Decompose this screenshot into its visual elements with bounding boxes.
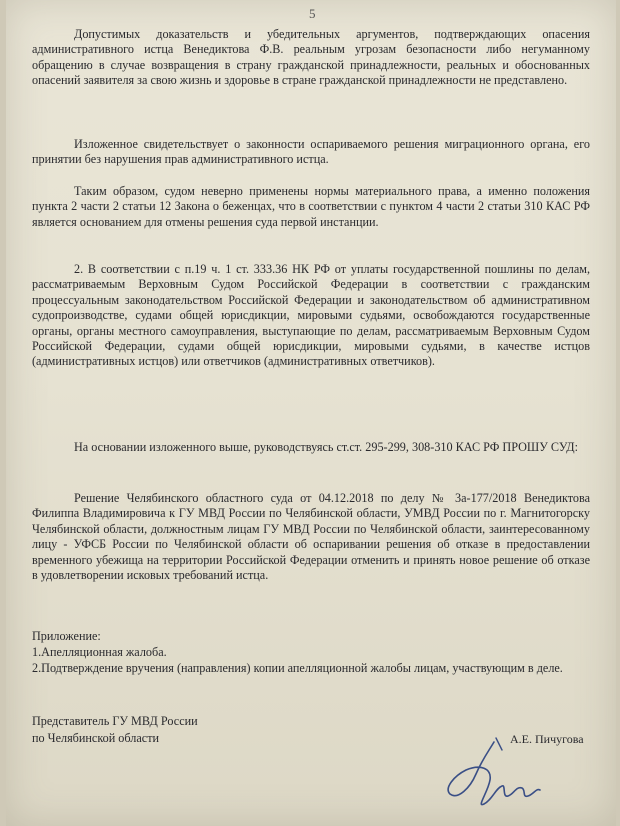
- paragraph-request-intro: На основании изложенного выше, руководствуясь ст.ст. 295-299, 308-310 КАС РФ ПРОШУ СУД:: [74, 440, 578, 454]
- signer-name: А.Е. Пичугова: [510, 732, 584, 746]
- representative-title: Представитель ГУ МВД России: [32, 714, 198, 728]
- attachment-item-2: 2.Подтверждение вручения (направления) копии апелляционной жалобы лицам, участвующим в деле.: [32, 661, 563, 675]
- attachment-item-1: 1.Апелляционная жалоба.: [32, 645, 167, 659]
- page-number: 5: [309, 6, 316, 21]
- paragraph-court-request: Решение Челябинского областного суда от 04.12.2018 по делу № 3а-177/2018 Венедиктова Филиппа Владимировича к ГУ МВД России по Челябинской области, УМВД России по г. Магнитогорску Челябинской области, должностным лицам ГУ МВД России по Челябинской области, заинтересованному лицу - УФСБ России по Челябинской области об оспаривании решения об отказе в предоставлении временного убежища на территории Российской Федерации отменить и принять новое решение об отказе в удовлетворении исковых требований истца.: [32, 491, 590, 583]
- attachments-title: Приложение:: [32, 629, 101, 643]
- paragraph-evidence: Допустимых доказательств и убедительных аргументов, подтверждающих опасения административного истца Венедиктова Ф.В. реальным угрозам безопасности либо негуманному обращению в случае возвращения в страну гражданской принадлежности, реальных и обоснованных опасений заявителя за свою жизнь и здоровье в стране гражданской принадлежности не представлено.: [32, 27, 590, 88]
- paragraph-state-duty: 2. В соответствии с п.19 ч. 1 ст. 333.36 НК РФ от уплаты государственной пошлины по делам, рассматриваемым Верховным Судом Российской Федерации в соответствии с гражданским процессуальным законодательством Российской Федерации и законодательством об административном судопроизводстве, судами общей юрисдикции, мировыми судьями, освобождаются государственные органы, органы местного самоуправления, выступающие по делам, рассматриваемым Верховным Судом Российской Федерации, судами общей юрисдикции, мировыми судьями, в качестве истцов (административных истцов) или ответчиков (административных ответчиков).: [32, 262, 590, 369]
- representative-region: по Челябинской области: [32, 731, 160, 745]
- document-page: [6, 0, 616, 826]
- paragraph-conclusion: Таким образом, судом неверно применены нормы материального права, а именно положения пункта 2 части 2 статьи 12 Закона о беженцах, что в соответствии с пунктом 4 части 2 статьи 310 КАС РФ является основанием для отмены решения суда первой инстанции.: [32, 184, 590, 229]
- paragraph-legality: Изложенное свидетельствует о законности оспариваемого решения миграционного органа, его принятии без нарушения прав административного истца.: [32, 137, 590, 167]
